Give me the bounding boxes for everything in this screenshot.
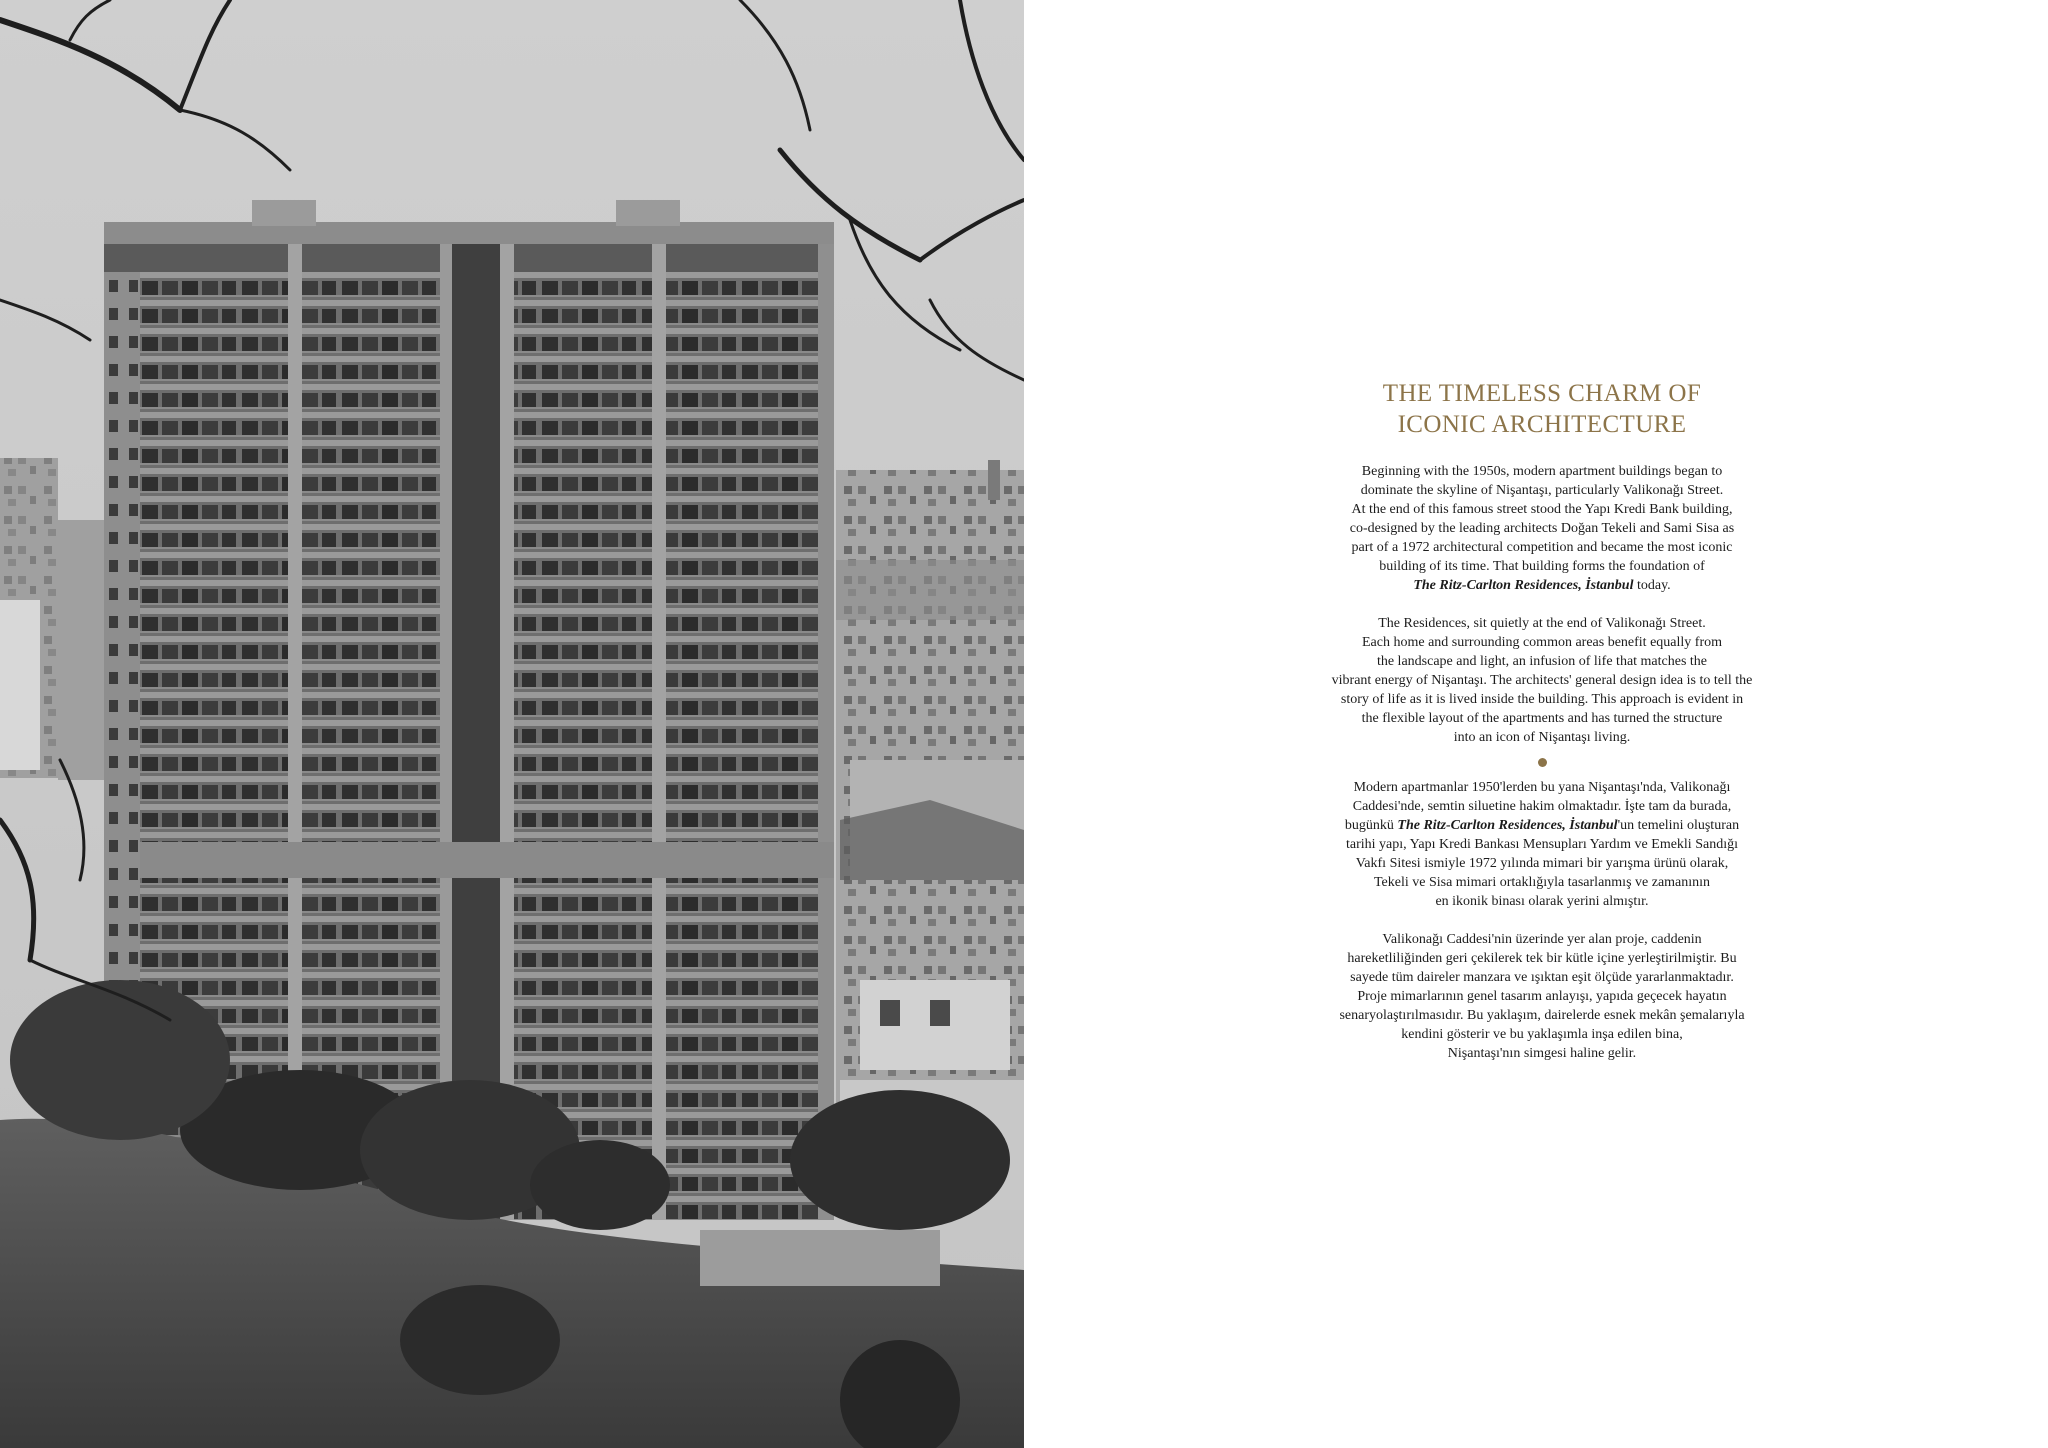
english-paragraph-1 — [1294, 462, 1790, 595]
text-line: The Residences, sit quietly at the end of Valikonağı Street. — [1378, 616, 1706, 631]
text-line: the flexible layout of the apartments and has turned the structure — [1361, 711, 1723, 726]
turkish-paragraph-1 — [1294, 778, 1790, 911]
brand-name: The Ritz-Carlton Residences, İstanbul — [1413, 578, 1634, 593]
turkish-paragraph-2 — [1294, 930, 1790, 1063]
text-line: en ikonik binası olarak yerini almıştır. — [1435, 894, 1649, 909]
text-line: dominate the skyline of Nişantaşı, particularly Valikonağı Street. — [1360, 483, 1724, 498]
page-title — [1294, 378, 1790, 440]
text-line: Vakfı Sitesi ismiyle 1972 yılında mimari bir yarışma ürünü olarak, — [1355, 856, 1729, 871]
text-column — [1294, 378, 1790, 1063]
text-line: Proje mimarlarının genel tasarım anlayışı, yapıda geçecek hayatın — [1357, 989, 1727, 1004]
text-line: Tekeli ve Sisa mimari ortaklığıyla tasarlanmış ve zamanının — [1373, 875, 1711, 890]
text-fragment: today. — [1633, 578, 1671, 593]
text-line: tarihi yapı, Yapı Kredi Bankası Mensupları Yardım ve Emekli Sandığı — [1346, 837, 1738, 852]
text-line: Modern apartmanlar 1950'lerden bu yana Nişantaşı'nda, Valikonağı — [1353, 780, 1731, 795]
text-fragment: 'un temelini oluşturan — [1617, 818, 1740, 833]
english-paragraph-2 — [1294, 614, 1790, 747]
text-line: into an icon of Nişantaşı living. — [1453, 730, 1631, 745]
text-line: Each home and surrounding common areas benefit equally from — [1362, 635, 1722, 650]
text-line: co-designed by the leading architects Doğan Tekeli and Sami Sisa as — [1349, 521, 1735, 536]
text-line — [1294, 576, 1790, 595]
text-line: sayede tüm daireler manzara ve ışıktan eşit ölçüde yararlanmaktadır. — [1350, 970, 1734, 985]
text-line: the landscape and light, an infusion of life that matches the — [1376, 654, 1708, 669]
title-line: THE TIMELESS CHARM OF — [1382, 380, 1702, 407]
text-line — [1294, 816, 1790, 835]
text-line: story of life as it is lived inside the building. This approach is evident in — [1340, 692, 1744, 707]
text-line: At the end of this famous street stood the Yapı Kredi Bank building, — [1351, 502, 1733, 517]
text-panel — [1024, 0, 2048, 1448]
text-line: senaryolaştırılmasıdır. Bu yaklaşım, dairelerde esnek mekân şemalarıyla — [1339, 1008, 1745, 1023]
brand-name: The Ritz-Carlton Residences, İstanbul — [1397, 818, 1618, 833]
text-line: kendini gösterir ve bu yaklaşımla inşa edilen bina, — [1401, 1027, 1683, 1042]
text-line: Nişantaşı'nın simgesi haline gelir. — [1447, 1046, 1637, 1061]
text-line: Caddesi'nde, semtin siluetine hakim olmaktadır. İşte tam da burada, — [1352, 799, 1732, 814]
text-line: Beginning with the 1950s, modern apartment buildings began to — [1361, 464, 1723, 479]
text-line: part of a 1972 architectural competition and became the most iconic — [1351, 540, 1733, 555]
text-line: vibrant energy of Nişantaşı. The architects' general design idea is to tell the — [1331, 673, 1753, 688]
text-fragment: bugünkü — [1344, 818, 1398, 833]
text-line: Valikonağı Caddesi'nin üzerinde yer alan proje, caddenin — [1382, 932, 1702, 947]
divider-dot — [1538, 758, 1547, 767]
text-line: hareketliliğinden geri çekilerek tek bir kütle içine yerleştirilmiştir. Bu — [1347, 951, 1737, 966]
title-line: ICONIC ARCHITECTURE — [1397, 411, 1687, 438]
text-line: building of its time. That building forms the foundation of — [1379, 559, 1705, 574]
